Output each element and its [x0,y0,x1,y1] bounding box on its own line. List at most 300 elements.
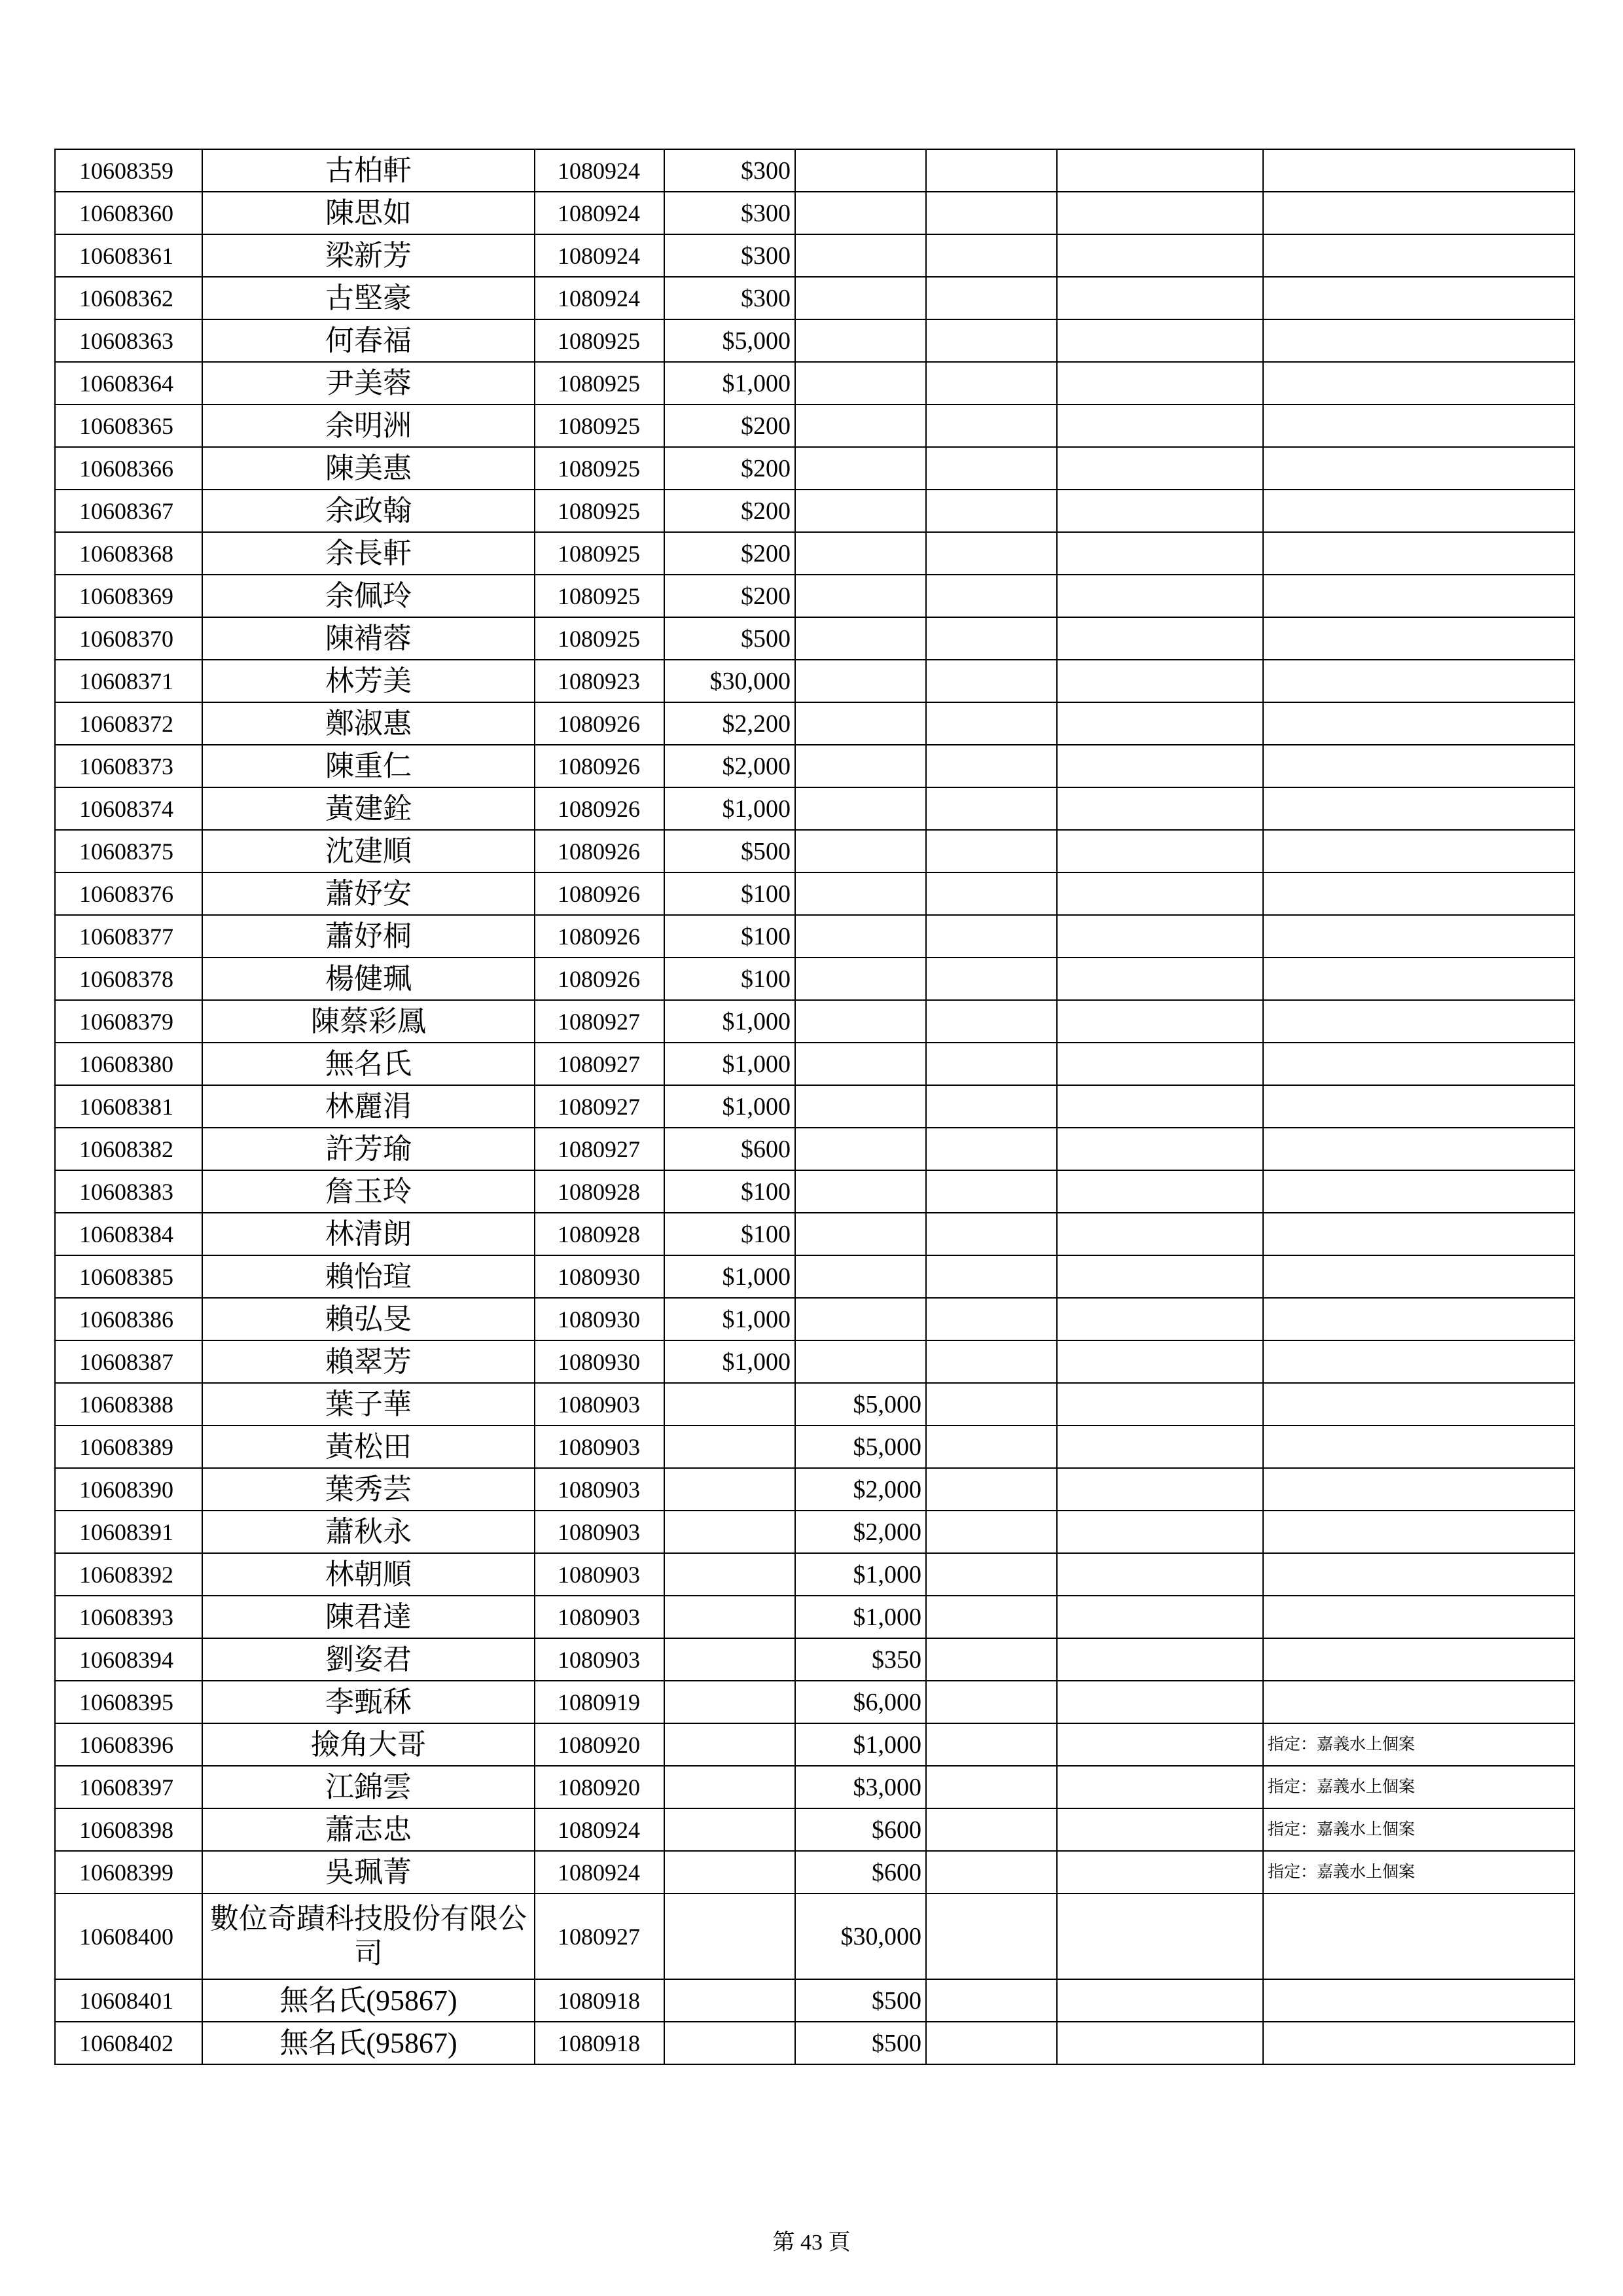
amount-cell [664,1638,795,1681]
receipt-id-cell: 10608363 [55,319,202,362]
note-cell [1263,787,1575,830]
note-cell [1263,1893,1575,1979]
empty-cell [1057,1468,1263,1511]
empty-cell [1057,532,1263,575]
table-row [55,1170,1575,1213]
note-cell [1263,149,1575,192]
table-row [55,149,1575,192]
note-cell [1263,1681,1575,1723]
designated-amount-cell [795,958,926,1000]
donation-table [54,149,1575,2065]
table-row [55,830,1575,872]
receipt-id-cell: 10608398 [55,1808,202,1851]
donor-name-cell: 林芳美 [202,660,535,702]
empty-cell [1057,362,1263,404]
amount-cell: $200 [664,575,795,617]
date-cell: 1080926 [535,787,664,830]
empty-cell [1057,1893,1263,1979]
empty-cell [1057,1298,1263,1340]
table-row [55,1213,1575,1255]
table-row [55,1298,1575,1340]
empty-cell [926,958,1057,1000]
date-cell: 1080930 [535,1340,664,1383]
note-cell [1263,617,1575,660]
donor-name-cell: 古柏軒 [202,149,535,192]
date-cell: 1080918 [535,1979,664,2022]
note-cell [1263,1298,1575,1340]
table-row [55,1723,1575,1766]
receipt-id-cell: 10608365 [55,404,202,447]
designated-amount-cell [795,192,926,234]
designated-amount-cell [795,1255,926,1298]
note-cell [1263,745,1575,787]
note-cell [1263,1255,1575,1298]
receipt-id-cell: 10608364 [55,362,202,404]
table-row [55,872,1575,915]
date-cell: 1080925 [535,404,664,447]
amount-cell: $30,000 [664,660,795,702]
empty-cell [926,1723,1057,1766]
empty-cell [926,1979,1057,2022]
donor-name-cell: 尹美蓉 [202,362,535,404]
amount-cell: $200 [664,447,795,490]
amount-cell: $2,000 [664,745,795,787]
designated-amount-cell [795,1298,926,1340]
receipt-id-cell: 10608370 [55,617,202,660]
empty-cell [1057,660,1263,702]
amount-cell [664,1723,795,1766]
amount-cell: $2,200 [664,702,795,745]
empty-cell [926,1468,1057,1511]
empty-cell [926,319,1057,362]
amount-cell: $200 [664,490,795,532]
designated-amount-cell: $3,000 [795,1766,926,1808]
empty-cell [1057,745,1263,787]
amount-cell: $1,000 [664,1085,795,1128]
note-cell [1263,1426,1575,1468]
empty-cell [926,1681,1057,1723]
date-cell: 1080903 [535,1426,664,1468]
empty-cell [926,617,1057,660]
donor-name-cell: 陳蔡彩鳳 [202,1000,535,1043]
date-cell: 1080903 [535,1511,664,1553]
donor-name-cell: 李甄秝 [202,1681,535,1723]
empty-cell [1057,1766,1263,1808]
empty-cell [926,1000,1057,1043]
empty-cell [926,447,1057,490]
empty-cell [1057,915,1263,958]
empty-cell [1057,277,1263,319]
amount-cell [664,1596,795,1638]
table-row [55,1808,1575,1851]
amount-cell [664,1383,795,1426]
amount-cell: $300 [664,192,795,234]
amount-cell: $100 [664,872,795,915]
receipt-id-cell: 10608390 [55,1468,202,1511]
date-cell: 1080926 [535,872,664,915]
table-row [55,362,1575,404]
empty-cell [926,1808,1057,1851]
date-cell: 1080924 [535,234,664,277]
receipt-id-cell: 10608379 [55,1000,202,1043]
designated-amount-cell: $30,000 [795,1893,926,1979]
designated-amount-cell [795,1170,926,1213]
table-row [55,404,1575,447]
receipt-id-cell: 10608392 [55,1553,202,1596]
empty-cell [926,277,1057,319]
empty-cell [1057,575,1263,617]
receipt-id-cell: 10608369 [55,575,202,617]
donor-name-cell: 陳君達 [202,1596,535,1638]
empty-cell [926,1553,1057,1596]
empty-cell [1057,958,1263,1000]
table-row [55,1553,1575,1596]
amount-cell: $300 [664,149,795,192]
empty-cell [1057,1213,1263,1255]
empty-cell [1057,1979,1263,2022]
table-row [55,1000,1575,1043]
empty-cell [926,1893,1057,1979]
donor-name-cell: 許芳瑜 [202,1128,535,1170]
donor-name-cell: 余明洲 [202,404,535,447]
designated-amount-cell [795,1128,926,1170]
table-row [55,1638,1575,1681]
receipt-id-cell: 10608376 [55,872,202,915]
receipt-id-cell: 10608397 [55,1766,202,1808]
date-cell: 1080930 [535,1298,664,1340]
empty-cell [926,1596,1057,1638]
donor-name-cell: 陳重仁 [202,745,535,787]
table-row [55,617,1575,660]
date-cell: 1080903 [535,1383,664,1426]
receipt-id-cell: 10608385 [55,1255,202,1298]
amount-cell: $300 [664,234,795,277]
table-row [55,1255,1575,1298]
donor-name-cell: 沈建順 [202,830,535,872]
empty-cell [1057,702,1263,745]
date-cell: 1080918 [535,2022,664,2064]
designated-amount-cell [795,319,926,362]
amount-cell: $1,000 [664,1000,795,1043]
amount-cell [664,1851,795,1893]
empty-cell [1057,1553,1263,1596]
note-cell [1263,1638,1575,1681]
designated-amount-cell [795,872,926,915]
table-body [55,149,1575,2064]
empty-cell [926,2022,1057,2064]
table-row [55,2022,1575,2064]
amount-cell [664,1681,795,1723]
empty-cell [926,1170,1057,1213]
table-row [55,1340,1575,1383]
amount-cell [664,1808,795,1851]
designated-amount-cell [795,277,926,319]
donor-name-cell: 余政翰 [202,490,535,532]
receipt-id-cell: 10608366 [55,447,202,490]
empty-cell [926,1043,1057,1085]
receipt-id-cell: 10608361 [55,234,202,277]
amount-cell: $300 [664,277,795,319]
donor-name-cell: 何春福 [202,319,535,362]
donor-name-cell: 余長軒 [202,532,535,575]
date-cell: 1080926 [535,915,664,958]
donor-name-cell: 黃建銓 [202,787,535,830]
receipt-id-cell: 10608394 [55,1638,202,1681]
designated-amount-cell: $6,000 [795,1681,926,1723]
empty-cell [926,362,1057,404]
amount-cell: $1,000 [664,1043,795,1085]
date-cell: 1080928 [535,1213,664,1255]
amount-cell [664,1426,795,1468]
designated-amount-cell [795,830,926,872]
amount-cell: $500 [664,617,795,660]
receipt-id-cell: 10608375 [55,830,202,872]
empty-cell [926,234,1057,277]
note-cell: 指定：嘉義水上個案 [1263,1808,1575,1851]
amount-cell: $100 [664,1213,795,1255]
date-cell: 1080926 [535,830,664,872]
amount-cell: $1,000 [664,1340,795,1383]
empty-cell [1057,1808,1263,1851]
empty-cell [1057,617,1263,660]
date-cell: 1080925 [535,575,664,617]
empty-cell [1057,1128,1263,1170]
date-cell: 1080925 [535,447,664,490]
amount-cell: $200 [664,532,795,575]
table-row [55,277,1575,319]
amount-cell [664,1979,795,2022]
receipt-id-cell: 10608362 [55,277,202,319]
empty-cell [926,1383,1057,1426]
designated-amount-cell [795,575,926,617]
donor-name-cell: 劉姿君 [202,1638,535,1681]
note-cell [1263,1596,1575,1638]
date-cell: 1080927 [535,1128,664,1170]
note-cell [1263,532,1575,575]
date-cell: 1080927 [535,1000,664,1043]
date-cell: 1080924 [535,1808,664,1851]
table-row [55,234,1575,277]
table-row [55,702,1575,745]
designated-amount-cell: $1,000 [795,1596,926,1638]
empty-cell [926,1298,1057,1340]
note-cell [1263,277,1575,319]
designated-amount-cell: $350 [795,1638,926,1681]
empty-cell [926,575,1057,617]
table-row [55,319,1575,362]
designated-amount-cell [795,532,926,575]
receipt-id-cell: 10608400 [55,1893,202,1979]
designated-amount-cell [795,404,926,447]
donor-name-cell: 林朝順 [202,1553,535,1596]
note-cell [1263,362,1575,404]
donor-name-cell: 無名氏(95867) [202,1979,535,2022]
designated-amount-cell: $5,000 [795,1426,926,1468]
table-row [55,1043,1575,1085]
donor-name-cell: 吳珮菁 [202,1851,535,1893]
donor-name-cell: 葉子華 [202,1383,535,1426]
designated-amount-cell [795,234,926,277]
donor-name-cell: 葉秀芸 [202,1468,535,1511]
empty-cell [926,1213,1057,1255]
receipt-id-cell: 10608377 [55,915,202,958]
designated-amount-cell [795,617,926,660]
date-cell: 1080924 [535,149,664,192]
designated-amount-cell: $500 [795,2022,926,2064]
empty-cell [1057,1255,1263,1298]
empty-cell [1057,1851,1263,1893]
empty-cell [1057,2022,1263,2064]
donor-name-cell: 陳思如 [202,192,535,234]
date-cell: 1080926 [535,702,664,745]
empty-cell [926,192,1057,234]
donor-name-cell: 古堅豪 [202,277,535,319]
receipt-id-cell: 10608384 [55,1213,202,1255]
table-row [55,532,1575,575]
receipt-id-cell: 10608378 [55,958,202,1000]
note-cell: 指定：嘉義水上個案 [1263,1766,1575,1808]
note-cell [1263,1170,1575,1213]
amount-cell: $100 [664,1170,795,1213]
designated-amount-cell [795,1085,926,1128]
donor-name-cell: 蕭妤安 [202,872,535,915]
amount-cell [664,1893,795,1979]
amount-cell [664,1553,795,1596]
note-cell [1263,1128,1575,1170]
empty-cell [1057,1426,1263,1468]
table-row [55,1468,1575,1511]
designated-amount-cell: $500 [795,1979,926,2022]
note-cell [1263,1043,1575,1085]
table-row [55,660,1575,702]
donor-name-cell: 鄭淑惠 [202,702,535,745]
empty-cell [1057,787,1263,830]
table-row [55,1085,1575,1128]
donor-name-cell: 江錦雲 [202,1766,535,1808]
amount-cell: $5,000 [664,319,795,362]
table-row [55,1851,1575,1893]
empty-cell [926,490,1057,532]
empty-cell [926,1340,1057,1383]
amount-cell [664,1468,795,1511]
empty-cell [1057,1723,1263,1766]
empty-cell [1057,1000,1263,1043]
date-cell: 1080927 [535,1085,664,1128]
receipt-id-cell: 10608389 [55,1426,202,1468]
donor-name-cell: 蕭秋永 [202,1511,535,1553]
amount-cell: $500 [664,830,795,872]
empty-cell [926,1426,1057,1468]
table-row [55,575,1575,617]
donor-name-cell: 無名氏 [202,1043,535,1085]
designated-amount-cell [795,915,926,958]
empty-cell [926,1766,1057,1808]
amount-cell: $1,000 [664,1255,795,1298]
empty-cell [1057,149,1263,192]
amount-cell [664,1766,795,1808]
receipt-id-cell: 10608388 [55,1383,202,1426]
empty-cell [1057,447,1263,490]
empty-cell [1057,404,1263,447]
empty-cell [1057,1170,1263,1213]
table-row [55,745,1575,787]
date-cell: 1080928 [535,1170,664,1213]
donor-name-cell: 無名氏(95867) [202,2022,535,2064]
designated-amount-cell [795,1043,926,1085]
date-cell: 1080925 [535,362,664,404]
designated-amount-cell [795,1000,926,1043]
empty-cell [926,1511,1057,1553]
empty-cell [1057,1596,1263,1638]
note-cell [1263,1511,1575,1553]
note-cell [1263,2022,1575,2064]
note-cell [1263,1553,1575,1596]
receipt-id-cell: 10608387 [55,1340,202,1383]
receipt-id-cell: 10608381 [55,1085,202,1128]
empty-cell [1057,872,1263,915]
donor-name-cell: 數位奇蹟科技股份有限公司 [202,1893,535,1979]
table-row [55,915,1575,958]
table-row [55,1596,1575,1638]
empty-cell [926,872,1057,915]
receipt-id-cell: 10608372 [55,702,202,745]
designated-amount-cell [795,447,926,490]
amount-cell: $600 [664,1128,795,1170]
donor-name-cell: 林麗涓 [202,1085,535,1128]
designated-amount-cell: $600 [795,1808,926,1851]
donor-name-cell: 賴怡瑄 [202,1255,535,1298]
empty-cell [926,1255,1057,1298]
empty-cell [926,787,1057,830]
table-row [55,958,1575,1000]
empty-cell [926,1851,1057,1893]
donor-name-cell: 黃松田 [202,1426,535,1468]
designated-amount-cell [795,1340,926,1383]
table-row [55,1128,1575,1170]
note-cell [1263,1979,1575,2022]
date-cell: 1080920 [535,1766,664,1808]
note-cell [1263,702,1575,745]
empty-cell [1057,234,1263,277]
note-cell [1263,319,1575,362]
receipt-id-cell: 10608371 [55,660,202,702]
donor-name-cell: 梁新芳 [202,234,535,277]
note-cell [1263,915,1575,958]
date-cell: 1080919 [535,1681,664,1723]
table-row [55,1979,1575,2022]
designated-amount-cell: $1,000 [795,1723,926,1766]
receipt-id-cell: 10608382 [55,1128,202,1170]
date-cell: 1080903 [535,1638,664,1681]
donor-name-cell: 楊健珮 [202,958,535,1000]
empty-cell [926,745,1057,787]
empty-cell [926,404,1057,447]
note-cell: 指定：嘉義水上個案 [1263,1851,1575,1893]
table-row [55,1766,1575,1808]
receipt-id-cell: 10608386 [55,1298,202,1340]
date-cell: 1080924 [535,192,664,234]
empty-cell [926,1128,1057,1170]
donor-name-cell: 賴翠芳 [202,1340,535,1383]
table-row [55,1893,1575,1979]
empty-cell [1057,319,1263,362]
amount-cell: $1,000 [664,787,795,830]
empty-cell [926,830,1057,872]
designated-amount-cell [795,787,926,830]
amount-cell [664,1511,795,1553]
note-cell [1263,1468,1575,1511]
date-cell: 1080925 [535,319,664,362]
